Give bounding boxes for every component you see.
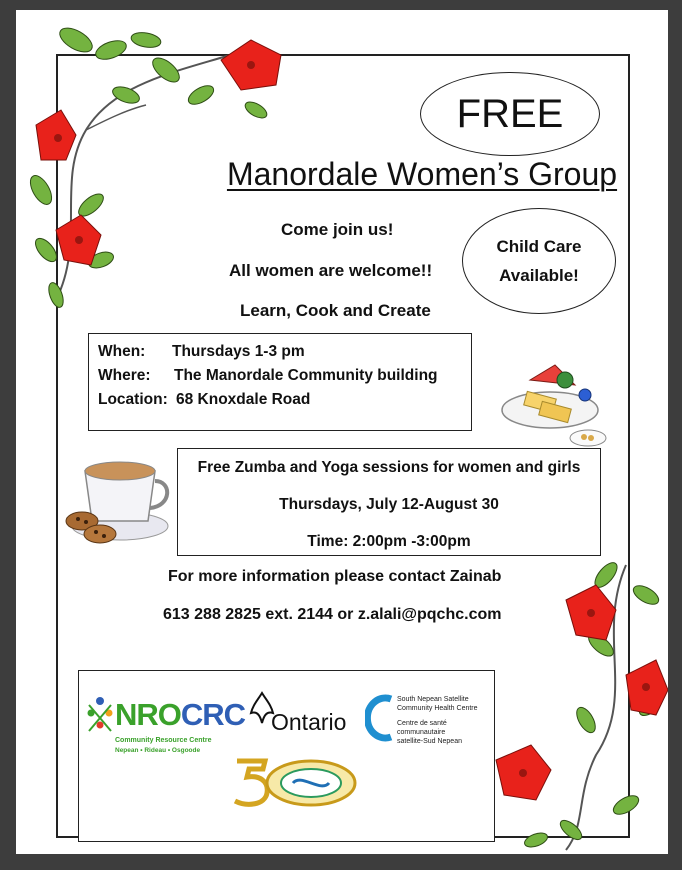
- flyer-page: [16, 10, 668, 854]
- intro-line-1: Come join us!: [281, 220, 394, 239]
- contact-line-2: 613 288 2825 ext. 2144 or z.alali@pqchc.com: [163, 606, 502, 623]
- sponsor-logos-box: [78, 670, 495, 842]
- zumba-yoga-box: [177, 448, 601, 556]
- south-nepean-fr: [397, 719, 494, 746]
- contact-line-1: For more information please contact Zainab: [168, 568, 502, 585]
- nrocrc-a: NRO: [115, 697, 181, 732]
- tea-cup-icon: [60, 446, 172, 546]
- where-value: The Manordale Community building: [174, 367, 438, 384]
- child-care-line-2: Available!: [499, 266, 579, 285]
- zumba-headline: Free Zumba and Yoga sessions for women and girls: [197, 459, 581, 476]
- nrocrc-b: CRC: [180, 697, 246, 732]
- child-care-line-1: Child Care: [496, 237, 582, 256]
- event-details-box: [88, 333, 472, 431]
- sn-fr-2: satellite-Sud Nepean: [397, 738, 462, 745]
- when-label: When:: [98, 343, 146, 360]
- south-nepean-logo-icon: [365, 693, 395, 743]
- nrocrc-logo-text: [115, 697, 245, 733]
- sn-fr-1: Centre de santé communautaire: [397, 720, 447, 736]
- ontario-logo-text: Ontario: [271, 709, 347, 735]
- when-value: Thursdays 1-3 pm: [172, 343, 305, 360]
- child-care-badge: [462, 208, 616, 314]
- intro-line-2: All women are welcome!!: [229, 261, 433, 280]
- anniversary-50-logo-icon: [229, 751, 359, 811]
- page-title: [16, 156, 668, 193]
- location-value: 68 Knoxdale Road: [176, 391, 311, 408]
- nrocrc-people-icon: [85, 695, 115, 735]
- zumba-time: Time: 2:00pm -3:00pm: [307, 533, 471, 550]
- sn-en-1: South Nepean Satellite: [397, 696, 469, 703]
- fruit-platter-icon: [500, 350, 610, 450]
- location-label: Location:: [98, 391, 168, 408]
- sn-en-2: Community Health Centre: [397, 705, 478, 712]
- nrocrc-regions: Nepean • Rideau • Osgoode: [115, 747, 201, 754]
- south-nepean-en: [397, 695, 478, 713]
- where-label: Where:: [98, 367, 151, 384]
- title-text: Manordale Women’s Group: [226, 156, 618, 192]
- nrocrc-subtitle: Community Resource Centre: [115, 737, 212, 744]
- free-badge: FREE: [420, 72, 600, 156]
- flower-vine-bottom-icon: [476, 555, 668, 855]
- zumba-dates: Thursdays, July 12-August 30: [279, 496, 499, 513]
- intro-line-3: Learn, Cook and Create: [240, 301, 431, 320]
